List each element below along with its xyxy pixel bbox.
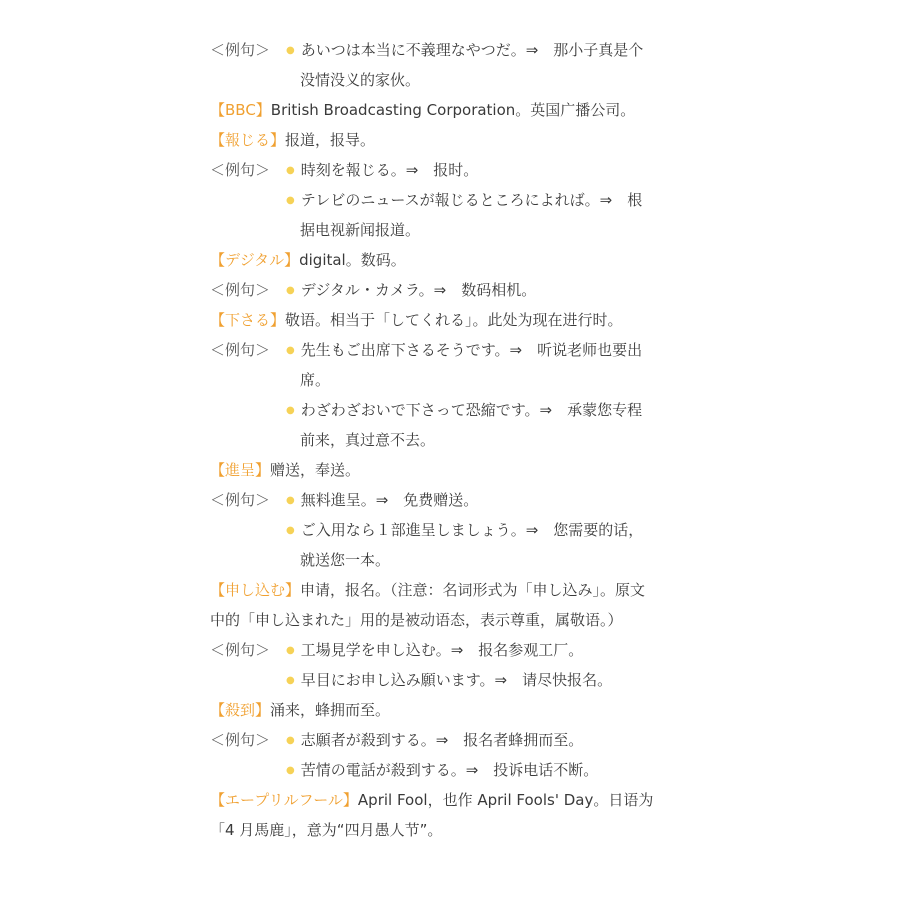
example-sentence — [210, 156, 700, 186]
example-sentence — [210, 396, 700, 426]
vocab-definition: 涌来，蜂拥而至。 — [270, 701, 391, 719]
example-text: あいつは本当に不義理なやつだ。⇒ 那小子真是个 — [300, 41, 644, 59]
example-label: ＜例句＞ — [210, 281, 271, 299]
bullet-dot-icon: ● — [286, 45, 295, 56]
vocab-definition: 报道，报导。 — [285, 131, 376, 149]
example-label: ＜例句＞ — [210, 341, 271, 359]
example-sentence — [210, 336, 700, 366]
vocab-definition: 申请，报名。（注意：名词形式为「申し込み」。原文 — [300, 581, 646, 599]
example-label: ＜例句＞ — [210, 161, 271, 179]
continuation-text: 前来，真过意不去。 — [300, 431, 436, 449]
example-label: ＜例句＞ — [210, 731, 271, 749]
vocab-term: 【下さる】 — [210, 311, 286, 329]
bullet-dot-icon: ● — [286, 285, 295, 296]
bullet-dot-icon: ● — [286, 165, 295, 176]
vocab-entry — [210, 786, 700, 816]
vocab-term: 【エープリルフール】 — [210, 791, 358, 809]
vocab-definition: digital。数码。 — [299, 251, 406, 269]
example-sentence — [210, 726, 700, 756]
bullet-dot-icon: ● — [286, 195, 295, 206]
example-text: デジタル・カメラ。⇒ 数码相机。 — [300, 281, 537, 299]
vocab-entry — [210, 576, 700, 606]
example-text: 志願者が殺到する。⇒ 报名者蜂拥而至。 — [300, 731, 584, 749]
paragraph-text: 「4 月馬鹿」，意为“四月愚人节”。 — [210, 821, 443, 839]
continuation-text: 据电视新闻报道。 — [300, 221, 421, 239]
example-text: 無料進呈。⇒ 免费赠送。 — [300, 491, 479, 509]
example-continuation — [210, 426, 700, 456]
example-text: 先生もご出席下さるそうです。⇒ 听说老师也要出 — [300, 341, 643, 359]
paragraph-text: 中的「申し込まれた」用的是被动语态，表示尊重，属敬语。） — [210, 611, 623, 629]
example-label: ＜例句＞ — [210, 641, 271, 659]
bullet-dot-icon: ● — [286, 405, 295, 416]
vocab-definition: British Broadcasting Corporation。英国广播公司。 — [270, 101, 636, 119]
bullet-dot-icon: ● — [286, 735, 295, 746]
bullet-dot-icon: ● — [286, 765, 295, 776]
bullet-dot-icon: ● — [286, 675, 295, 686]
continuation-text: 就送您一本。 — [300, 551, 391, 569]
paragraph-line — [210, 606, 700, 636]
vocab-term: 【殺到】 — [210, 701, 271, 719]
bullet-dot-icon: ● — [286, 525, 295, 536]
vocab-entry — [210, 246, 700, 276]
example-text: わざわざおいで下さって恐縮です。⇒ 承蒙您专程 — [300, 401, 643, 419]
example-sentence — [210, 276, 700, 306]
vocab-definition: 敬语。相当于「してくれる」。此处为现在进行时。 — [285, 311, 623, 329]
example-sentence — [210, 36, 700, 66]
vocab-definition: April Fool，也作 April Fools' Day。日语为 — [357, 791, 654, 809]
continuation-text: 没情没义的家伙。 — [300, 71, 421, 89]
example-sentence — [210, 636, 700, 666]
bullet-dot-icon: ● — [286, 495, 295, 506]
example-label: ＜例句＞ — [210, 491, 271, 509]
example-sentence — [210, 516, 700, 546]
example-text: ご入用なら１部進呈しましょう。⇒ 您需要的话， — [300, 521, 644, 539]
vocabulary-list — [210, 36, 700, 846]
example-sentence — [210, 756, 700, 786]
vocab-entry — [210, 306, 700, 336]
vocab-definition: 赠送，奉送。 — [270, 461, 361, 479]
vocab-entry — [210, 456, 700, 486]
example-text: 苦情の電話が殺到する。⇒ 投诉电话不断。 — [300, 761, 599, 779]
example-sentence — [210, 186, 700, 216]
vocab-entry — [210, 696, 700, 726]
vocab-entry — [210, 96, 700, 126]
example-text: 早目にお申し込み願います。⇒ 请尽快报名。 — [300, 671, 613, 689]
paragraph-line — [210, 816, 700, 846]
vocab-entry — [210, 126, 700, 156]
example-sentence — [210, 486, 700, 516]
vocab-term: 【BBC】 — [210, 101, 271, 119]
example-continuation — [210, 66, 700, 96]
vocab-term: 【報じる】 — [210, 131, 286, 149]
example-continuation — [210, 366, 700, 396]
bullet-dot-icon: ● — [286, 345, 295, 356]
example-continuation — [210, 546, 700, 576]
example-continuation — [210, 216, 700, 246]
vocab-term: 【申し込む】 — [210, 581, 301, 599]
vocab-term: 【デジタル】 — [210, 251, 300, 269]
example-text: テレビのニュースが報じるところによれば。⇒ 根 — [300, 191, 643, 209]
example-text: 工場見学を申し込む。⇒ 报名参观工厂。 — [300, 641, 584, 659]
example-text: 時刻を報じる。⇒ 报时。 — [300, 161, 479, 179]
vocab-term: 【進呈】 — [210, 461, 271, 479]
bullet-dot-icon: ● — [286, 645, 295, 656]
example-sentence — [210, 666, 700, 696]
continuation-text: 席。 — [300, 371, 331, 389]
example-label: ＜例句＞ — [210, 41, 271, 59]
